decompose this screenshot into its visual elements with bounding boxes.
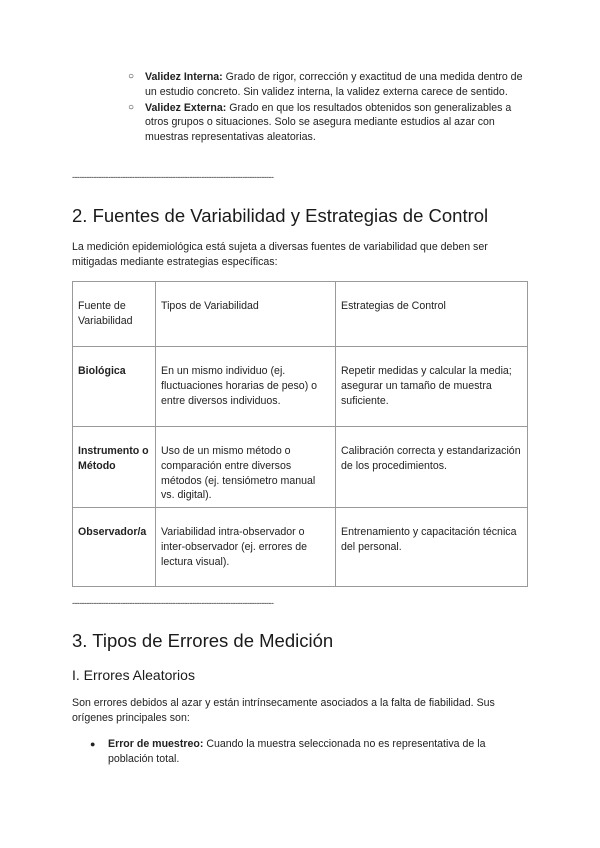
- list-item: [128, 101, 528, 145]
- table-row: [73, 347, 528, 427]
- separator-line: ------------------------------------------------------------------------------------: [72, 598, 274, 608]
- error-sources-list: [90, 737, 530, 767]
- table-cell: Calibración correcta y estandarización de los procedimientos.: [336, 427, 528, 508]
- table-cell: Uso de un mismo método o comparación entre diversos métodos (ej. tensiómetro manual vs. digital).: [156, 427, 336, 508]
- hollow-bullet-icon: ○: [128, 71, 135, 82]
- list-item-term: Error de muestreo:: [108, 738, 204, 750]
- table-cell: Entrenamiento y capacitación técnica del personal.: [336, 508, 528, 587]
- variability-table: [72, 281, 528, 587]
- section-3-title: 3. Tipos de Errores de Medición: [72, 630, 334, 651]
- section-3-subtitle: I. Errores Aleatorios: [72, 667, 195, 683]
- list-item-term: Validez Externa:: [145, 101, 227, 114]
- table-header-row: [73, 282, 528, 347]
- table-header-cell: Fuente de Variabilidad: [73, 282, 156, 347]
- separator-line: ------------------------------------------------------------------------------------: [72, 172, 274, 182]
- table-cell-source: [73, 508, 156, 587]
- table-row: [73, 427, 528, 508]
- table-cell-source: [73, 427, 156, 508]
- table-cell: En un mismo individuo (ej. fluctuaciones horarias de peso) o entre diversos individuos.: [156, 347, 336, 427]
- table-header-cell: Estrategias de Control: [336, 282, 528, 347]
- table-row: [73, 508, 528, 587]
- section-2-title: 2. Fuentes de Variabilidad y Estrategias de Control: [72, 205, 489, 226]
- list-item-text: Cuando la muestra seleccionada no es representativa de la población total.: [108, 738, 486, 765]
- table-cell: Repetir medidas y calcular la media; asegurar un tamaño de muestra suficiente.: [336, 347, 528, 427]
- table-cell: Variabilidad intra-observador o inter-observador (ej. errores de lectura visual).: [156, 508, 336, 587]
- hollow-bullet-icon: ○: [128, 101, 135, 113]
- list-item-term: Validez Interna:: [145, 71, 223, 83]
- table-cell-source: [73, 347, 156, 427]
- list-item: [90, 737, 530, 767]
- source-label: Observador/a: [78, 526, 147, 538]
- solid-bullet-icon: ●: [90, 739, 96, 749]
- list-item: [128, 70, 528, 100]
- table-header-cell: Tipos de Variabilidad: [156, 282, 336, 347]
- list-item-text: Grado de rigor, corrección y exactitud de una medida dentro de un estudio concreto. Sin validez interna, la validez externa carece de sentido.: [145, 71, 523, 98]
- section-3-intro: Son errores debidos al azar y están intrínsecamente asociados a la falta de fiabilidad. Sus orígenes principales son:: [72, 697, 495, 724]
- source-label: Biológica: [78, 365, 126, 377]
- section-2-intro: La medición epidemiológica está sujeta a diversas fuentes de variabilidad que deben ser mitigadas mediante estrategias específicas:: [72, 241, 488, 268]
- validity-list: [128, 70, 528, 146]
- list-item-text: Grado en que los resultados obtenidos son generalizables a otros grupos o situaciones. Solo se asegura mediante estudios al azar con muestras representativas aleatorias.: [145, 101, 512, 144]
- source-label: Instrumento o Método: [78, 445, 149, 472]
